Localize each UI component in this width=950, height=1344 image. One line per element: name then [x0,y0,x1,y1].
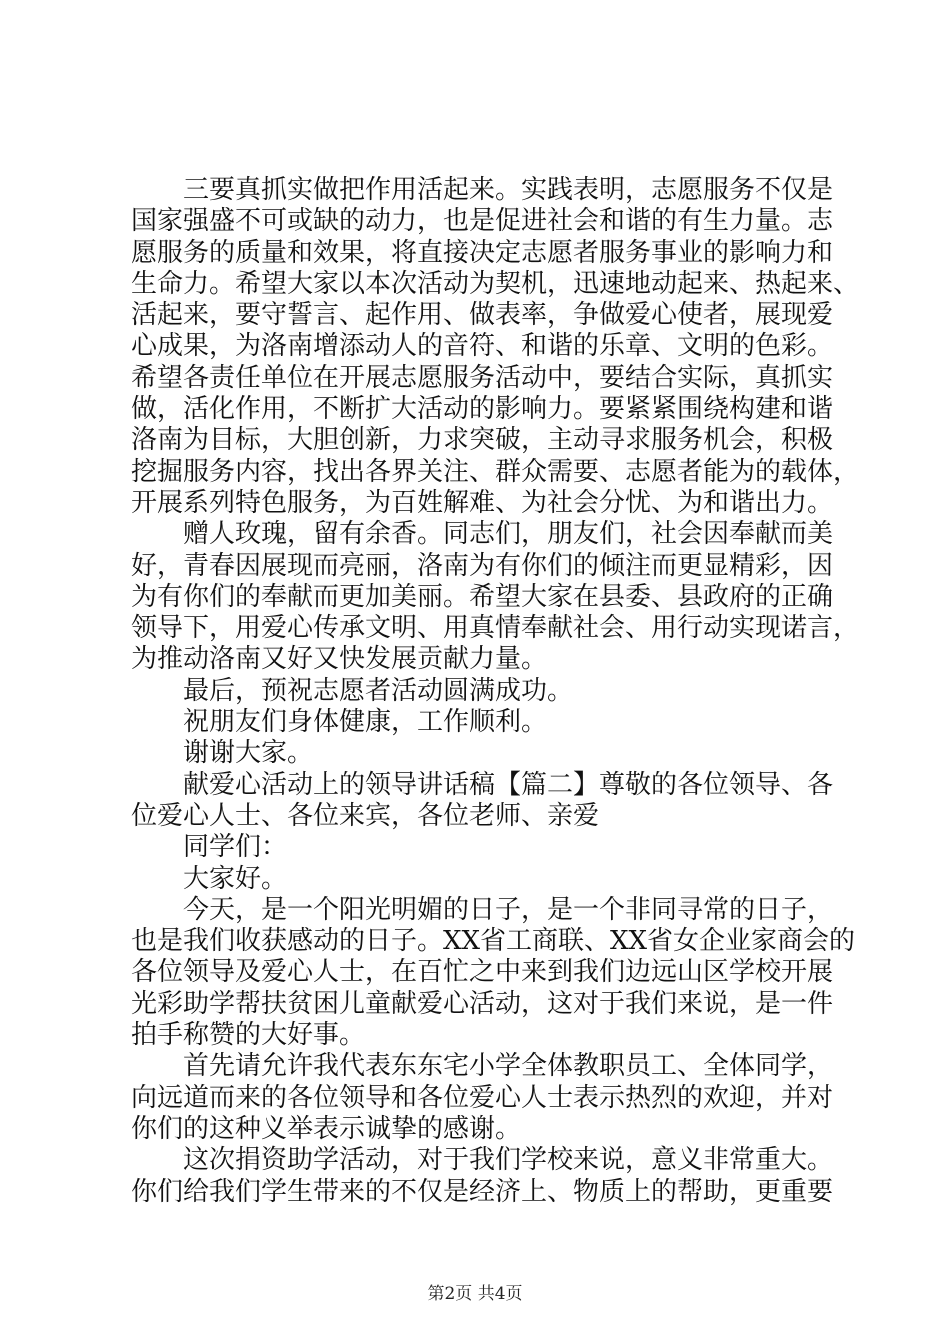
text-line: 祝朋友们身体健康，工作顺利。 [183,707,548,738]
page-footer: 第2页 共4页 [427,1284,523,1304]
text-line: 好，青春因展现而亮丽，洛南为有你们的倾注而更显精彩，因 [131,550,834,581]
text-line: 生命力。希望大家以本次活动为契机，迅速地动起来、热起来、 [131,268,860,299]
text-line: 洛南为目标，大胆创新，力求突破，主动寻求服务机会，积极 [131,425,834,456]
text-line: 位爱心人士、各位来宾，各位老师、亲爱 [131,800,600,831]
text-line: 各位领导及爱心人士，在百忙之中来到我们边远山区学校开展 [131,957,834,988]
document-body [131,175,860,1208]
text-line: 做，活化作用，不断扩大活动的影响力。要紧紧围绕构建和谐 [131,394,834,425]
text-line: 愿服务的质量和效果，将直接决定志愿者服务事业的影响力和 [131,237,834,268]
text-line: 光彩助学帮扶贫困儿童献爱心活动，这对于我们来说，是一件 [131,988,834,1019]
text-line: 这次捐资助学活动，对于我们学校来说，意义非常重大。 [183,1145,834,1176]
paragraph [131,864,831,895]
text-line: 为推动洛南又好又快发展贡献力量。 [131,644,548,675]
text-line: 三要真抓实做把作用活起来。实践表明，志愿服务不仅是 [183,175,834,205]
text-line: 首先请允许我代表东东宅小学全体教职员工、全体同学， [183,1051,834,1082]
paragraph [131,1051,834,1145]
text-line: 最后，预祝志愿者活动圆满成功。 [183,675,574,706]
text-line: 也是我们收获感动的日子。XX省工商联、XX省女企业家商会的 [131,926,856,957]
text-line: 谢谢大家。 [183,738,314,769]
text-line: 国家强盛不可或缺的动力，也是促进社会和谐的有生力量。志 [131,206,834,237]
paragraph [131,519,860,675]
paragraph [131,769,834,833]
paragraph [131,832,831,863]
paragraph [131,707,831,738]
text-line: 拍手称赞的大好事。 [131,1020,366,1051]
text-line: 你们给我们学生带来的不仅是经济上、物质上的帮助，更重要 [131,1176,834,1207]
text-line: 向远道而来的各位领导和各位爱心人士表示热烈的欢迎，并对 [131,1082,834,1113]
text-line: 心成果，为洛南增添动人的音符、和谐的乐章、文明的色彩。 [131,331,834,362]
text-line: 挖掘服务内容，找出各界关注、群众需要、志愿者能为的载体， [131,456,860,487]
text-line: 开展系列特色服务，为百姓解难、为社会分忧、为和谐出力。 [131,487,834,518]
text-line: 领导下，用爱心传承文明、用真情奉献社会、用行动实现诺言， [131,613,860,644]
text-line: 希望各责任单位在开展志愿服务活动中，要结合实际，真抓实 [131,362,834,393]
text-line: 为有你们的奉献而更加美丽。希望大家在县委、县政府的正确 [131,581,834,612]
paragraph [131,738,831,769]
text-line: 同学们： [183,832,288,863]
text-line: 你们的这种义举表示诚挚的感谢。 [131,1113,522,1144]
text-line: 赠人玫瑰，留有余香。同志们，朋友们，社会因奉献而美 [183,519,834,550]
text-line: 今天，是一个阳光明媚的日子，是一个非同寻常的日子， [183,894,834,925]
text-line: 活起来，要守誓言、起作用、做表率，争做爱心使者，展现爱 [131,300,834,331]
paragraph [131,676,831,707]
paragraph [131,894,856,1051]
text-line: 献爱心活动上的领导讲话稿【篇二】尊敬的各位领导、各 [183,769,834,800]
paragraph [131,1145,834,1208]
text-line: 大家好。 [183,863,288,894]
paragraph [131,175,860,519]
